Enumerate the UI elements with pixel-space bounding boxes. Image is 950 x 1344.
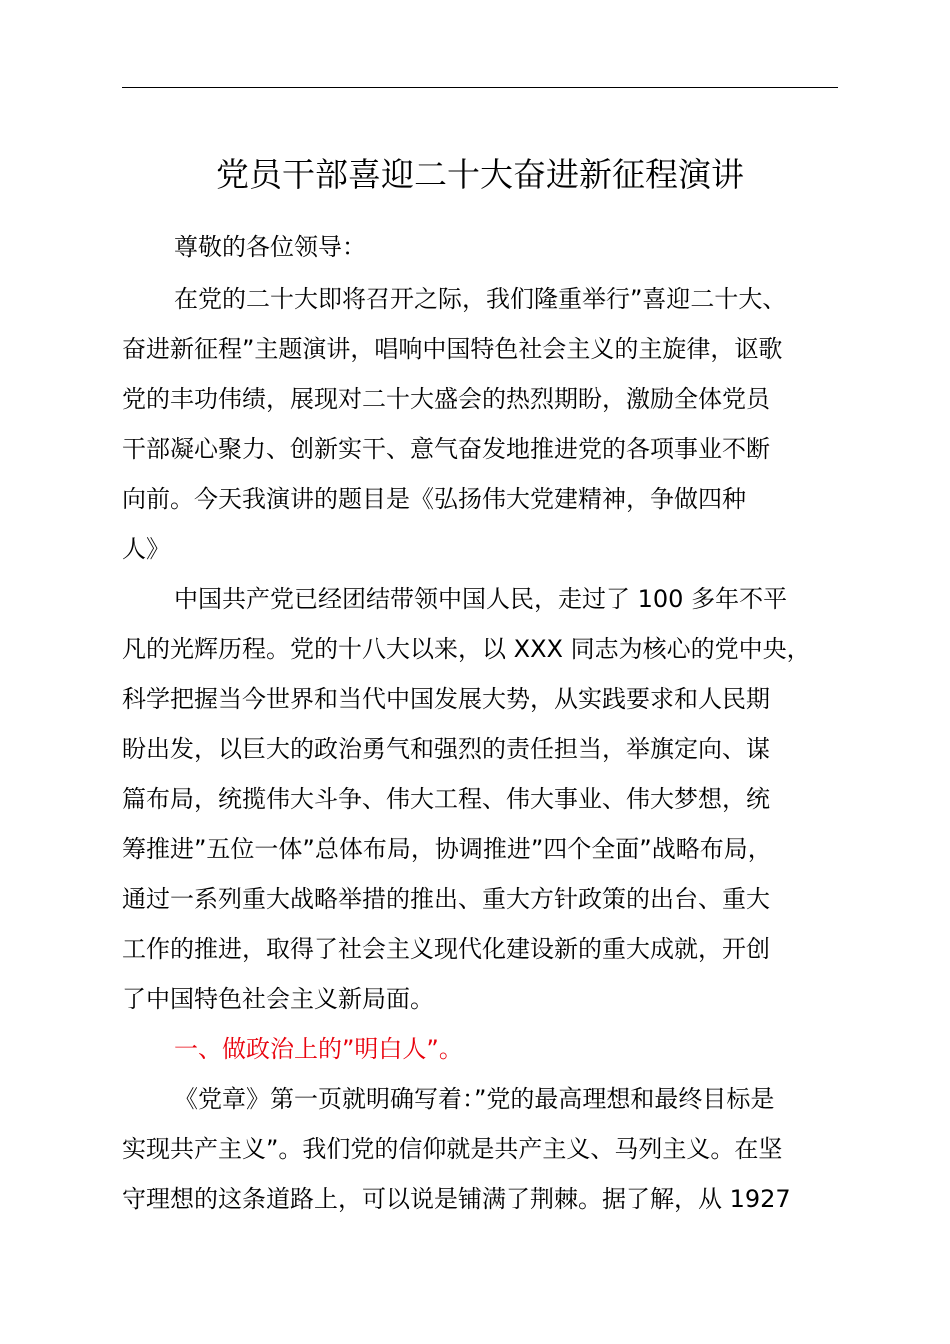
paragraph-2-line: 篇布局，统揽伟大斗争、伟大工程、伟大事业、伟大梦想，统: [122, 785, 770, 813]
section-1-heading: 一、做政治上的”明白人”。: [174, 1035, 463, 1063]
paragraph-3-line: 守理想的这条道路上，可以说是铺满了荆棘。据了解，从 1927: [122, 1185, 791, 1213]
paragraph-2-line: 科学把握当今世界和当代中国发展大势，从实践要求和人民期: [122, 685, 770, 713]
paragraph-2-line: 了中国特色社会主义新局面。: [122, 985, 434, 1013]
paragraph-1-line: 党的丰功伟绩，展现对二十大盛会的热烈期盼，激励全体党员: [122, 385, 770, 413]
paragraph-1-line: 干部凝心聚力、创新实干、意气奋发地推进党的各项事业不断: [122, 435, 770, 463]
paragraph-3-line: 实现共产主义”。我们党的信仰就是共产主义、马列主义。在坚: [122, 1135, 783, 1163]
paragraph-3-line: 《党章》第一页就明确写着：”党的最高理想和最终目标是: [174, 1085, 775, 1113]
paragraph-2-line: 筹推进”五位一体”总体布局，协调推进”四个全面”战略布局，: [122, 835, 772, 863]
salutation: 尊敬的各位领导：: [174, 233, 366, 261]
document-title: 党员干部喜迎二十大奋进新征程演讲: [216, 155, 744, 194]
paragraph-1-line: 人》: [122, 535, 170, 563]
paragraph-1-line: 在党的二十大即将召开之际，我们隆重举行”喜迎二十大、: [174, 285, 787, 313]
paragraph-2-line: 盼出发，以巨大的政治勇气和强烈的责任担当，举旗定向、谋: [122, 735, 770, 763]
paragraph-2-line: 通过一系列重大战略举措的推出、重大方针政策的出台、重大: [122, 885, 770, 913]
paragraph-1-line: 向前。今天我演讲的题目是《弘扬伟大党建精神，争做四种: [122, 485, 746, 513]
paragraph-2-line: 工作的推进，取得了社会主义现代化建设新的重大成就，开创: [122, 935, 770, 963]
paragraph-1-line: 奋进新征程”主题演讲，唱响中国特色社会主义的主旋律，讴歌: [122, 335, 783, 363]
paragraph-2-line: 凡的光辉历程。党的十八大以来，以 XXX 同志为核心的党中央，: [122, 635, 811, 663]
header-rule: [122, 87, 838, 88]
paragraph-2-line: 中国共产党已经团结带领中国人民，走过了 100 多年不平: [174, 585, 788, 613]
